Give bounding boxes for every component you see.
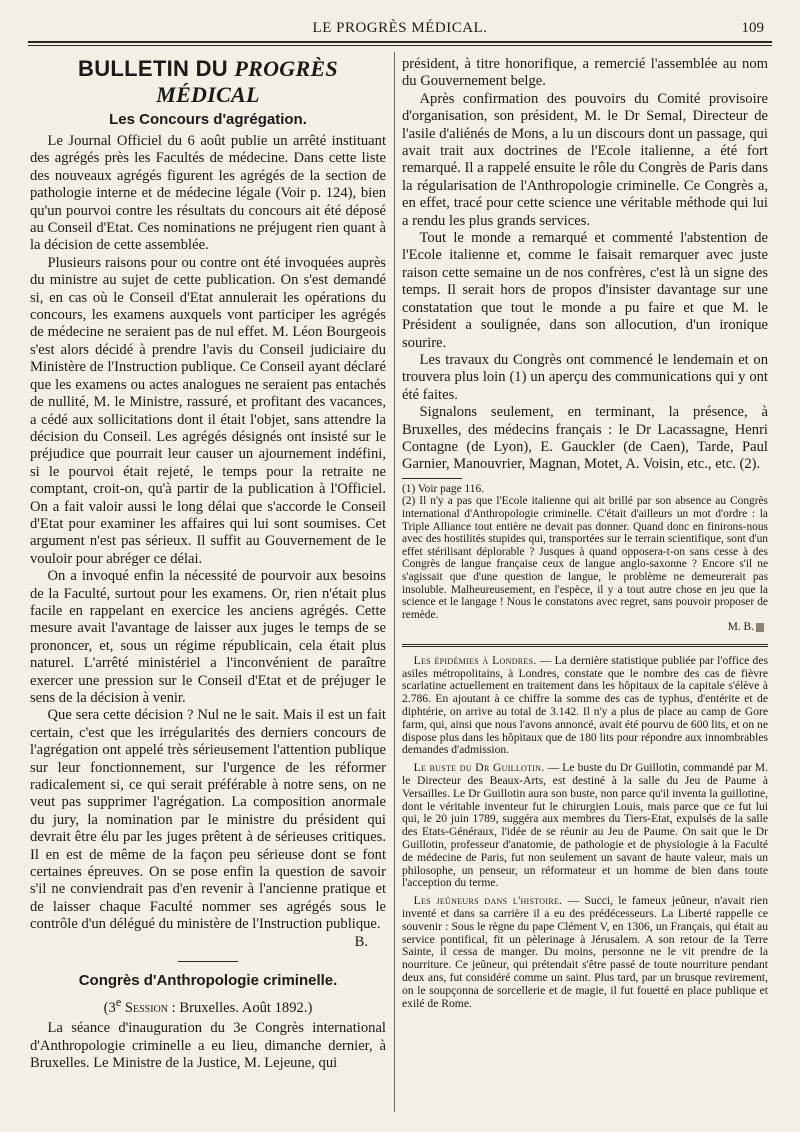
article-paragraph: Le Journal Officiel du 6 août publie un arrêté instituant des agrégés près les Facultés de médecine. Dans cette liste des nouveaux agrégés figurent les agrégés de la section de pathologie interne et de médecine légale (Voir p. 124), bien qu'un pourvoi contre les résultats du concours ait été déposé au Conseil d'Etat. Ces nominations ne préjugent rien quant à la décision de cette assemblée.: [30, 133, 386, 254]
article-paragraph: Plusieurs raisons pour ou contre ont été invoquées auprès du ministre au sujet de cette publication. On s'est demandé si, en cas où le Conseil d'Etat annulerait les opérations du concours, les examens auxquels vont participer les agrégés de médecine ne seraient pas de nul effet. M. Léon Bourgeois s'est alors décidé à prendre l'avis du Conseil judiciaire du Ministère de l'Instruction publique. Ce Conseil ayant déclaré que les examens ou actes analogues ne seraient pas entachés de nullité, M. le Ministre, rassuré, et profitant des vacances, a cédé aux sollicitations dont il était l'objet, sans attendre la décision du Conseil. Les agrégés désignés ont insisté sur le préjudice que pourrait leur causer un ajournement indéfini, si le pourvoi était rejeté, le temps pour la retraite ne comptant, croit-on, qu'à partir de la publication à l'Officiel. On a fait valoir aussi le long délai que s'accorde le Conseil d'Etat pour examiner les affaires qui lui sont soumises. Cet argument n'est pas sérieux. Il suffit au Gouvernement de le vouloir pour abréger ce délai.: [30, 254, 386, 567]
header-rule-thick: [28, 41, 772, 43]
page-number: 109: [741, 20, 764, 36]
article-paragraph: Que sera cette décision ? Nul ne le sait. Mais il est un fait certain, c'est que les irrégularités des derniers concours de l'agrégation ont appelé très sérieusement l'attention publique sur leur fonctionnement, sur l'urgence de les réformer radicalement si, ce qui serait préférable à notre sens, on ne veut pas supprimer l'agrégation. La composition anormale du jury, la nomination par le ministre du président qui devrait être élu par les juges prêtent à de sérieuses critiques. Il en est de même de la façon peu sérieuse dont se font certaines épreuves. On se pose enfin la question de savoir s'il ne conviendrait pas d'en revenir à l'ancienne pratique et de laisser chaque Faculté nommer ses agrégés sous le contrôle d'un délégué du ministère de l'Instruction publique.: [30, 707, 386, 933]
footnote-signature: M. B.: [402, 621, 768, 634]
article-signature: B.: [354, 933, 368, 950]
bulletin-title-prefix: BULLETIN DU: [78, 56, 235, 81]
footnote: (2) Il n'y a pas que l'Ecole italienne qui ait brillé par son absence au Congrès international d'Anthropologie criminelle. C'était d'ailleurs un mot d'ordre : la Triple Alliance tout entière ne devait pas donner. Quand donc en finirons-nous avec des hostilités stupides qui, transportées sur le terrain scientifique, sont d'un effet stérilisant déplorable ? Jusques à quand opposera-t-on sans cesse à des Congrès de langue française ceux de langue anglo-saxonne ? Encore s'il ne s'agissait que d'une question de langue, le problème ne demeurerait pas insoluble. Malheureusement, en l'espèce, il y a tout autre chose en jeu que la science et le langage ! Nous le constatons avec regret, sans pouvoir proposer de remède.: [402, 495, 768, 621]
news-item: Le buste du Dr Guillotin. — Le buste du Dr Guillotin, commandé par M. le Directeur des Beaux-Arts, est destiné à la salle du Jeu de Paume à Versailles. Le Dr Guillotin aura son buste, non parce qu'il inventa la guillotine, dont le véritable inventeur fut le chirurgien Louis, mais parce que ce fut lui qui, le 20 juin 1789, suggéra aux membres du Tiers-Etat, expulsés de la salle des Etats-Généraux, l'idée de se réunir au Jeu de Paume. On sait que le Dr Guillotin, professeur d'anatomie, de pathologie et de physiologie à la Faculté de médecine de Paris, fut non seulement un savant de haute valeur, mais un philosophe, un penseur, un réformateur et un homme de bien dans toute l'acception du terme.: [402, 761, 768, 890]
news-item: Les épidémies à Londres. — La dernière statistique publiée par l'office des asiles métropolitains, à Londres, constate que le nombre des cas de fièvre scarlatine actuellement en traitement dans les hôpitaux de la capitale s'élève à 2.786. En ajoutant à ce chiffre la somme des cas de typhus, d'entérite et de diphtérie, on arrive au total de 3.142. Il n'y a plus de place au camp de Gore farm, qui, ainsi que nous l'avons annoncé, avait été pourvu de 600 lits, et on ne dispose plus dans les hôpitaux que de 180 lits pour répondre aux innombrables demandes d'admission.: [402, 653, 768, 757]
header-rule-thin: [28, 45, 772, 46]
running-header-title: LE PROGRÈS MÉDICAL.: [312, 20, 488, 36]
footnote: (1) Voir page 116.: [402, 482, 485, 495]
news-rule-inner: [402, 646, 768, 647]
article-paragraph: La séance d'inauguration du 3e Congrès international d'Anthropologie criminelle a eu lieu, dimanche dernier, à Bruxelles. Le Ministre de la Justice, M. Lejeune, qui: [30, 1020, 386, 1072]
news-item: Les jeûneurs dans l'histoire. — Succi, le fameux jeûneur, n'avait rien inventé et dans sa carrière il a eu des prédécesseurs. La Liberté rappelle ce souvenir : Sous le règne du pape Clément V, en 1306, un Français, qui était au service pontifical, fit un pèlerinage à Jérusalem. A son retour de la Terre Sainte, il cessa de manger. Du moins, personne ne le vit prendre de la nourriture. Ce jeûneur, qui prétendait s'être passé de toute nourriture pendant deux ans, fut considéré comme un saint. Plus tard, par un brusque revirement, on le soupçonna de sorcellerie et de magie, il fut fouetté en place publique et exilé de Rome.: [402, 894, 768, 1010]
right-column: [402, 56, 768, 1015]
section-heading-congres: Congrès d'Anthropologie criminelle.: [78, 972, 338, 990]
section-heading-agregation: Les Concours d'agrégation.: [109, 111, 307, 128]
footnote-rule: [402, 478, 462, 479]
bulletin-title: [30, 56, 386, 108]
left-column: [30, 56, 386, 1073]
article-paragraph: On a invoqué enfin la nécessité de pourvoir aux besoins de la Faculté, surtout pour les examens. Or, rien n'était plus facile en rappelant en exercice les anciens agrégés. Cette mesure avait l'avantage de laisser aux juges le temps de se prononcer, et, sous un régime républicain, cela était plus naturel. L'arrêté ministériel a l'inconvénient de paraître exercer une pression sur le Conseil d'Etat et de préjuger le sens de la décision à venir.: [30, 568, 386, 706]
article-paragraph: Les travaux du Congrès ont commencé le lendemain et on trouvera plus loin (1) un aperçu des communications qui y ont été faites.: [402, 351, 768, 403]
printer-mark-icon: [756, 623, 764, 632]
article-paragraph: Signalons seulement, en terminant, la présence, à Bruxelles, des médecins français : le Dr Lacassagne, Henri Contagne (de Lyon), E. Gauckler (de Caen), Tarde, Paul Garnier, Manouvrier, Magnan, Motet, A. Voisin, etc., etc. (2).: [402, 404, 768, 473]
news-rule: [402, 644, 768, 645]
section-separator: [178, 961, 238, 962]
bulletin-title-journal: PROGRÈS MÉDICAL: [156, 56, 338, 107]
session-line: (3e Session : Bruxelles. Août 1892.): [103, 995, 313, 1016]
article-paragraph: Après confirmation des pouvoirs du Comité provisoire d'organisation, son président, M. le Dr Semal, Directeur de l'asile d'aliénés de Mons, a lu un discours dont un passage, qui avait trait aux doctrines de l'Ecole italienne, a été fort remarqué. Il a rappelé ensuite le rôle du Congrès de Paris dans la régularisation de l'Anthropologie criminelle. Ce Congrès a, en effet, tracé pour cette science une véritable méthode qui lui a rendu les plus grands services.: [402, 90, 768, 229]
article-paragraph: président, à titre honorifique, a remercié l'assemblée au nom du Gouvernement belge.: [402, 56, 768, 90]
column-divider: [394, 52, 395, 1112]
article-paragraph: Tout le monde a remarqué et commenté l'abstention de l'Ecole italienne et, comme le faisait remarquer avec juste raison cette semaine un de nos confrères, c'est là un signe des temps. Il serait hors de propos d'insister davantage sur une constatation que tout le monde a pu faire et que M. le Président a soulignée, dans son allocution, d'un ironique sourire.: [402, 230, 768, 351]
